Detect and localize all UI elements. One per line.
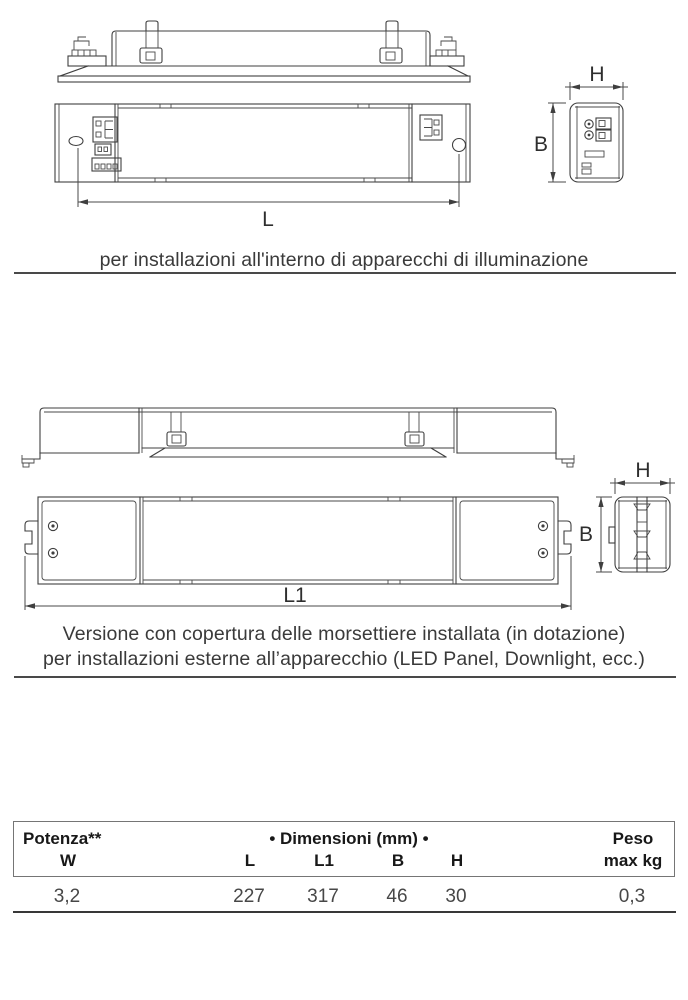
table-subheader-b: B [391,851,405,870]
dimension-H-label: H [635,459,651,482]
mounting-slot-hole [69,137,83,146]
value-l: 227 [233,886,265,907]
table-subheader-h: H [450,851,464,870]
dimension-B-label: B [533,133,549,156]
dimension-L [78,148,459,231]
value-peso: 0,3 [618,886,646,907]
caption-external-line2: per installazioni esterne all’apparecchio (LED Panel, Downlight, ecc.) [42,647,646,670]
mounting-round-hole [453,139,466,152]
table-row [13,886,675,910]
mounting-tab-right [558,521,571,554]
plan-view [55,104,470,182]
table-subheader-l: L [244,851,256,870]
table-header-dimensioni: • Dimensioni (mm) • [269,829,429,848]
dimension-L1 [25,556,571,610]
drawing-internal-version [0,0,688,245]
end-view-covered [579,459,675,572]
dimension-H-covered [610,459,675,494]
table-subheader-w: W [59,851,77,870]
table-bottom-rule [13,911,676,913]
caption-internal-installation: per installazioni all'interno di apparecchi di illuminazione [99,249,589,271]
value-b: 46 [386,886,408,907]
dimension-H [565,63,628,100]
side-elevation-view [58,21,470,82]
dimension-L-label: L [262,208,274,231]
table-header-peso: Peso [612,829,654,848]
plan-view-covered [25,497,571,584]
table-subheader-maxkg: max kg [603,851,663,870]
end-view [534,63,628,182]
side-tab [609,527,615,543]
dimension-B-label: B [578,523,594,546]
table-header-potenza: Potenza** [23,829,102,848]
value-potenza-w: 3,2 [53,886,81,907]
caption-external-installation [0,622,688,671]
dimension-B-covered [579,497,612,572]
value-l1: 317 [307,886,339,907]
section-divider [14,272,676,274]
table-header-box [13,821,675,877]
table-subheader-l1: L1 [314,851,334,870]
section-divider [14,676,676,678]
side-elevation-view-covered [22,408,574,467]
dimension-B [534,103,566,182]
dimension-H-label: H [589,63,605,86]
mounting-tab-left [25,521,38,554]
caption-external-line1: Versione con copertura delle morsettiere installata (in dotazione) [62,623,626,645]
dimension-L1-label: L1 [283,584,307,607]
value-h: 30 [445,886,467,907]
drawing-covered-version [0,395,688,617]
